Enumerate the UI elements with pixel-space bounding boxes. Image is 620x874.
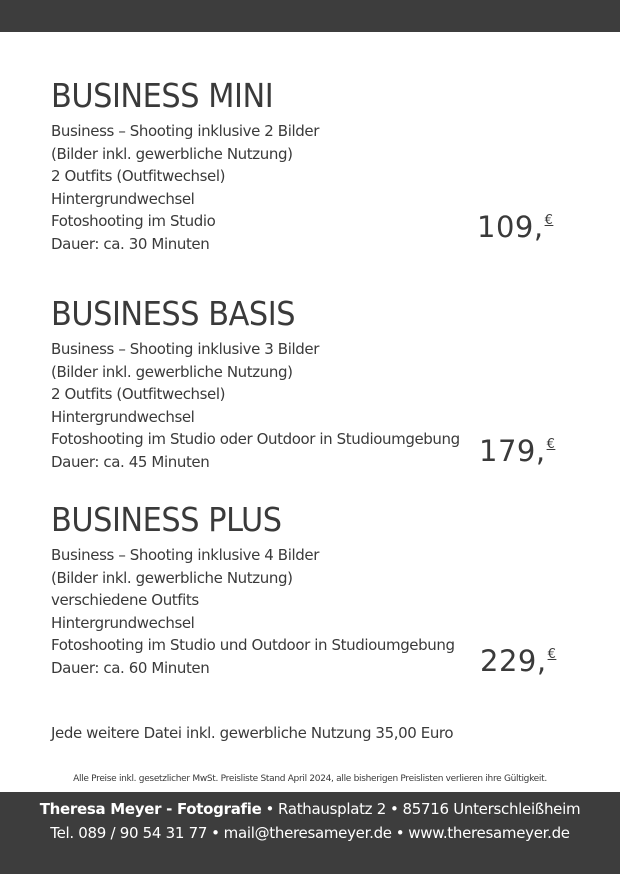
feature-line: verschiedene Outfits [51, 591, 199, 609]
footer-website[interactable]: www.theresameyer.de [408, 824, 570, 842]
footer-address: Rathausplatz 2 [278, 800, 386, 818]
footer-address-row [0, 800, 620, 818]
separator: • [389, 800, 399, 818]
legal-note: Alle Preise inkl. gesetzlicher MwSt. Preisliste Stand April 2024, alle bisherigen Preislisten verlieren ihre Gültigkeit. [73, 774, 547, 784]
footer-contact-row [0, 824, 620, 842]
feature-line: Dauer: ca. 60 Minuten [51, 658, 210, 677]
feature-line: Dauer: ca. 45 Minuten [51, 452, 210, 471]
footer-brand: Theresa Meyer - Fotografie [39, 800, 262, 818]
feature-line: (Bilder inkl. gewerbliche Nutzung) [51, 144, 293, 163]
package-price [479, 436, 555, 473]
footer-phone[interactable]: Tel. 089 / 90 54 31 77 [50, 824, 208, 842]
currency-symbol: € [544, 213, 554, 228]
separator: • [265, 800, 275, 818]
feature-line: (Bilder inkl. gewerbliche Nutzung) [51, 362, 293, 381]
package-price [477, 212, 553, 249]
feature-line: Business – Shooting inklusive 3 Bilder [51, 340, 319, 358]
footer-city: 85716 Unterschleißheim [402, 800, 581, 818]
currency-symbol: € [547, 647, 557, 662]
feature-line: Hintergrundwechsel [51, 613, 195, 632]
package-price [480, 646, 556, 683]
feature-line: Dauer: ca. 30 Minuten [51, 234, 210, 253]
footer [0, 792, 620, 874]
package-title: BUSINESS PLUS [51, 500, 282, 539]
top-bar [0, 0, 620, 32]
extra-file-note: Jede weitere Datei inkl. gewerbliche Nutzung 35,00 Euro [51, 724, 454, 742]
separator: • [395, 824, 405, 842]
package-title: BUSINESS BASIS [51, 294, 296, 333]
separator: • [211, 824, 220, 842]
feature-line: Hintergrundwechsel [51, 407, 195, 426]
feature-line: Fotoshooting im Studio [51, 212, 216, 230]
currency-symbol: € [546, 437, 556, 452]
feature-line: 2 Outfits (Outfitwechsel) [51, 385, 226, 403]
price-amount: 109, [477, 210, 544, 244]
feature-line: Fotoshooting im Studio oder Outdoor in Studioumgebung [51, 430, 460, 448]
feature-line: Hintergrundwechsel [51, 189, 195, 208]
feature-line: 2 Outfits (Outfitwechsel) [51, 167, 226, 185]
feature-line: Business – Shooting inklusive 2 Bilder [51, 122, 319, 140]
price-amount: 179, [479, 434, 546, 468]
feature-line: Fotoshooting im Studio und Outdoor in Studioumgebung [51, 636, 455, 654]
feature-line: Business – Shooting inklusive 4 Bilder [51, 546, 319, 564]
feature-line: (Bilder inkl. gewerbliche Nutzung) [51, 568, 293, 587]
price-amount: 229, [480, 644, 547, 678]
package-title: BUSINESS MINI [51, 76, 274, 115]
footer-email[interactable]: mail@theresameyer.de [223, 824, 392, 842]
